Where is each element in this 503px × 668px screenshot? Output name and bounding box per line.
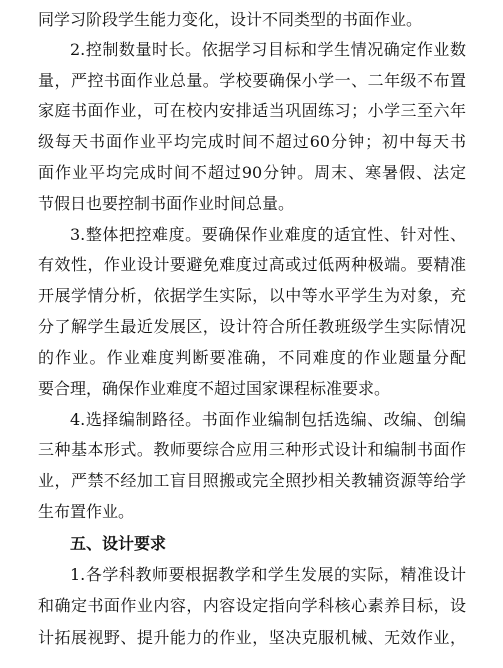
paragraph-line: 3.整体把控难度。要确保作业难度的适宜性、针对性、 [70, 225, 466, 244]
paragraph-line: 要合理，确保作业难度不超过国家课程标准要求。 [38, 379, 391, 398]
paragraph-line: 和确定书面作业内容，内容设定指向学科核心素养目标，设 [38, 596, 466, 615]
paragraph-line: 生布置作业。 [38, 502, 135, 521]
paragraph-line: 2.控制数量时长。依据学习目标和学生情况确定作业数 [70, 40, 466, 59]
paragraph-line: 量，严控书面作业总量。学校要确保小学一、二年级不布置 [38, 71, 466, 90]
paragraph-line: 面作业平均完成时间不超过90分钟。周末、寒暑假、法定 [38, 163, 466, 182]
paragraph-line: 计拓展视野、提升能力的作业，坚决克服机械、无效作业， [38, 628, 466, 647]
paragraph-line: 有效性，作业设计要避免难度过高或过低两种极端。要精准 [38, 255, 466, 274]
paragraph-line: 1.各学科教师要根据教学和学生发展的实际，精准设计 [70, 565, 466, 584]
paragraph-line: 分了解学生最近发展区，设计符合所任教班级学生实际情况 [38, 317, 466, 336]
paragraph-line: 开展学情分析，依据学生实际，以中等水平学生为对象，充 [38, 286, 466, 305]
paragraph-line: 家庭书面作业，可在校内安排适当巩固练习；小学三至六年 [38, 101, 466, 120]
paragraph-line: 的作业。作业难度判断要准确，不同难度的作业题量分配 [38, 348, 466, 367]
paragraph-line: 三种基本形式。教师要综合应用三种形式设计和编制书面作 [38, 440, 466, 459]
paragraph-line: 节假日也要控制书面作业时间总量。 [38, 194, 295, 213]
paragraph-line: 同学习阶段学生能力变化，设计不同类型的书面作业。 [38, 10, 423, 29]
paragraph-line: 级每天书面作业平均完成时间不超过60分钟；初中每天书 [38, 132, 466, 151]
paragraph-line: 业，严禁不经加工盲目照搬或完全照抄相关教辅资源等给学 [38, 471, 466, 490]
section-heading: 五、设计要求 [70, 534, 167, 553]
paragraph-line: 4.选择编制路径。书面作业编制包括选编、改编、创编 [70, 410, 466, 429]
